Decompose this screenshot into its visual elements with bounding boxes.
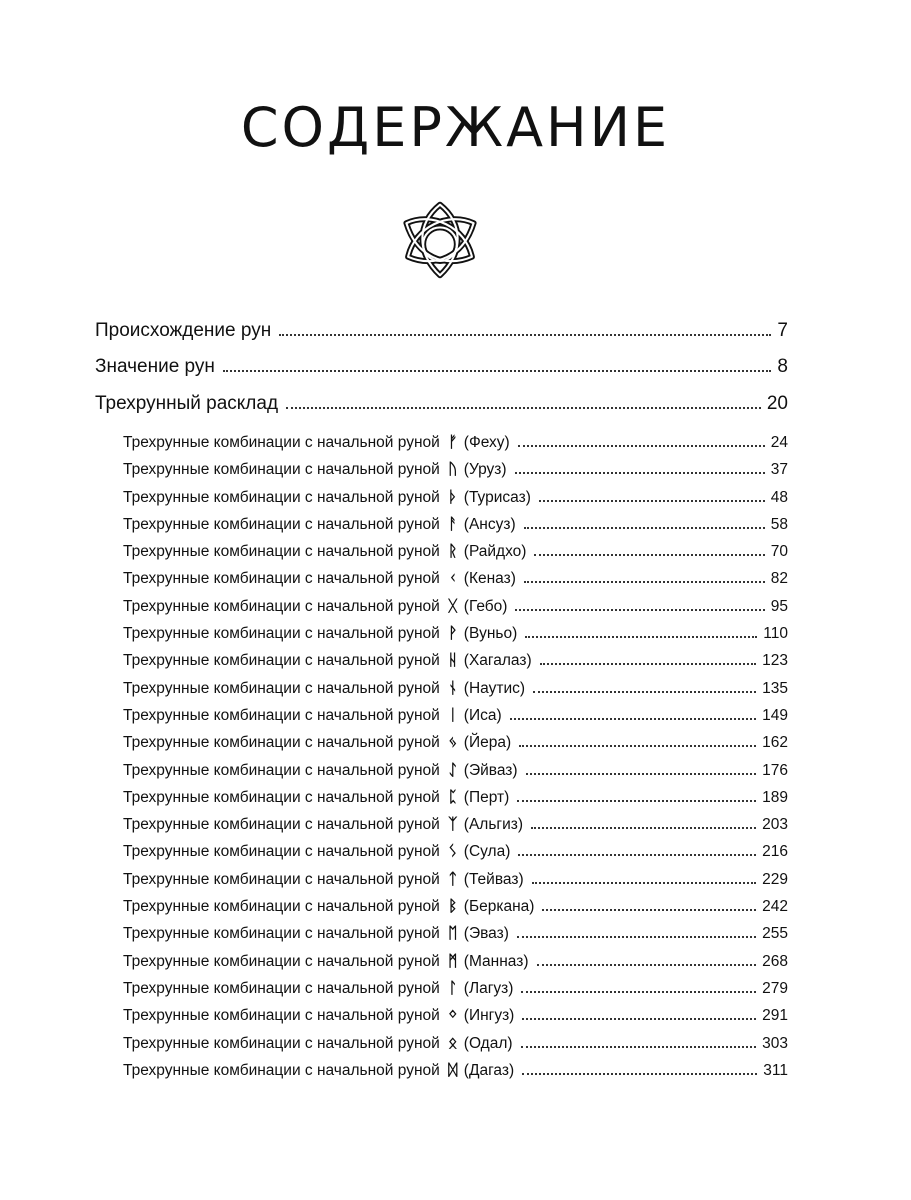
leader-dots — [515, 472, 765, 474]
rune-name: (Одал) — [463, 1034, 513, 1052]
entry-label: Трехрунные комбинации с начальной руной — [123, 816, 440, 834]
rune-name: (Феху) — [463, 434, 510, 451]
entry-label: Трехрунные комбинации с начальной руной — [123, 625, 440, 643]
rune-icon: ᛃ — [448, 733, 458, 752]
entry-label: Трехрунные комбинации с начальной руной — [123, 515, 440, 533]
page-number: 58 — [770, 515, 788, 533]
rune-icon: ᛇ — [448, 760, 458, 779]
rune-name: (Эйваз) — [463, 761, 518, 779]
rune-name: (Йера) — [463, 734, 512, 752]
rune-icon: ᛊ — [448, 842, 458, 861]
page-number: 176 — [762, 761, 788, 779]
entry-label: Трехрунные комбинации с начальной руной — [123, 434, 440, 451]
rune-name: (Кеназ) — [463, 570, 516, 588]
leader-dots — [526, 773, 757, 775]
entry-label: Трехрунные комбинации с начальной руной — [123, 788, 440, 806]
page-number: 123 — [762, 652, 788, 670]
leader-dots — [537, 964, 757, 966]
page-number: 203 — [762, 816, 788, 834]
rune-icon: ᚦ — [448, 487, 458, 506]
rune-icon: ᛉ — [448, 815, 458, 834]
page-number: 8 — [777, 356, 788, 377]
page-number: 20 — [766, 393, 788, 414]
toc-main-entry[interactable] — [95, 393, 788, 430]
entry-label: Трехрунные комбинации с начальной руной — [123, 570, 440, 588]
leader-dots — [521, 1046, 757, 1048]
leader-dots — [540, 663, 757, 665]
entry-label: Трехрунные комбинации с начальной руной — [123, 734, 440, 752]
leader-dots — [524, 527, 765, 529]
entry-label: Трехрунные комбинации с начальной руной — [123, 952, 440, 970]
entry-label: Трехрунные комбинации с начальной руной — [123, 597, 440, 615]
page-number: 216 — [762, 843, 788, 861]
toc-sub-entry[interactable] — [123, 433, 788, 460]
rune-icon: ᚺ — [448, 651, 458, 670]
leader-dots — [524, 581, 765, 583]
rune-icon: ᚢ — [448, 460, 458, 479]
page-number: 229 — [762, 870, 788, 888]
rune-name: (Хагалаз) — [463, 652, 532, 670]
toc-sub-entry[interactable] — [123, 733, 788, 760]
rune-name: (Уруз) — [463, 461, 507, 479]
toc-sub-entry[interactable] — [123, 1006, 788, 1033]
toc-sub-entry[interactable] — [123, 542, 788, 569]
page-number: 268 — [762, 952, 788, 970]
leader-dots — [521, 991, 756, 993]
leader-dots — [532, 882, 757, 884]
leader-dots — [517, 936, 756, 938]
entry-label: Значение рун — [95, 356, 215, 377]
leader-dots — [522, 1018, 756, 1020]
entry-label: Трехрунные комбинации с начальной руной — [123, 898, 440, 916]
leader-dots — [286, 407, 761, 409]
page-number: 110 — [763, 625, 788, 643]
rune-icon: ᛖ — [448, 924, 458, 943]
entry-label: Трехрунные комбинации с начальной руной — [123, 1034, 440, 1052]
rune-icon: ᛚ — [448, 978, 458, 997]
toc-sub-entry[interactable] — [123, 870, 788, 897]
toc-sub-entry[interactable] — [123, 952, 788, 979]
leader-dots — [522, 1073, 757, 1075]
page-number: 242 — [762, 898, 788, 916]
rune-name: (Турисаз) — [463, 488, 531, 506]
toc-sub-entry[interactable] — [123, 1061, 788, 1088]
rune-name: (Альгиз) — [463, 816, 523, 834]
rune-name: (Лагуз) — [463, 979, 514, 997]
toc-sub-entry[interactable] — [123, 569, 788, 596]
rune-name: (Сула) — [463, 843, 511, 861]
rune-name: (Вуньо) — [463, 625, 518, 643]
page-number: 37 — [770, 461, 788, 479]
toc-sub-entry[interactable] — [123, 979, 788, 1006]
page-number: 149 — [762, 706, 788, 724]
entry-label: Трехрунные комбинации с начальной руной — [123, 488, 440, 506]
toc-sub-entry[interactable] — [123, 597, 788, 624]
rune-icon: ᚾ — [448, 678, 458, 697]
toc-sub-entry[interactable] — [123, 897, 788, 924]
toc-sub-entry[interactable] — [123, 924, 788, 951]
entry-label: Трехрунные комбинации с начальной руной — [123, 543, 440, 561]
toc-sub-entry[interactable] — [123, 706, 788, 733]
toc-main-entry[interactable] — [95, 356, 788, 393]
rune-icon: ᛜ — [448, 1006, 458, 1025]
entry-label: Трехрунные комбинации с начальной руной — [123, 1007, 440, 1025]
page-number: 303 — [762, 1034, 788, 1052]
rune-name: (Иса) — [463, 706, 502, 724]
rune-name: (Манназ) — [463, 952, 529, 970]
page-number: 24 — [770, 434, 788, 451]
entry-label: Трехрунные комбинации с начальной руной — [123, 843, 440, 861]
entry-label: Трехрунные комбинации с начальной руной — [123, 461, 440, 479]
toc-sub-entry[interactable] — [123, 515, 788, 542]
rune-icon: ᚹ — [448, 624, 458, 643]
triquetra-icon — [398, 198, 482, 282]
toc-sub-entry[interactable] — [123, 788, 788, 815]
entry-label: Трехрунные комбинации с начальной руной — [123, 761, 440, 779]
entry-label: Трехрунные комбинации с начальной руной — [123, 979, 440, 997]
rune-icon: ᛈ — [448, 787, 458, 806]
rune-name: (Ансуз) — [463, 515, 516, 533]
rune-icon: ᛏ — [448, 869, 458, 888]
entry-label: Трехрунные комбинации с начальной руной — [123, 652, 440, 670]
page-title: СОДЕРЖАНИЕ — [240, 96, 671, 159]
rune-icon: ᛗ — [448, 951, 458, 970]
rune-icon: ᚷ — [448, 596, 458, 615]
rune-name: (Тейваз) — [463, 870, 524, 888]
rune-name: (Эваз) — [463, 925, 509, 943]
page-number: 291 — [762, 1007, 788, 1025]
toc-sub-entry[interactable] — [123, 815, 788, 842]
toc-main-entry[interactable] — [95, 320, 788, 356]
leader-dots — [542, 909, 756, 911]
page-number: 82 — [770, 570, 788, 588]
leader-dots — [279, 334, 771, 336]
toc-sub-entry[interactable] — [123, 761, 788, 788]
entry-label: Происхождение рун — [95, 320, 272, 341]
rune-name: (Наутис) — [463, 679, 526, 697]
rune-icon: ᛟ — [448, 1033, 458, 1052]
leader-dots — [510, 718, 756, 720]
sub-entries — [95, 433, 788, 1088]
rune-icon: ᛞ — [448, 1060, 458, 1079]
main-entries — [95, 320, 788, 430]
toc-sub-entry[interactable] — [123, 842, 788, 869]
page-number: 7 — [777, 320, 788, 341]
rune-icon: ᚱ — [448, 542, 458, 561]
page-number: 189 — [762, 788, 788, 806]
toc-sub-entry[interactable] — [123, 1034, 788, 1061]
leader-dots — [534, 554, 764, 556]
page-number: 95 — [770, 597, 788, 615]
page-number: 311 — [763, 1061, 788, 1079]
page-number: 279 — [762, 979, 788, 997]
toc-sub-entry[interactable] — [123, 488, 788, 515]
rune-name: (Перт) — [463, 788, 510, 806]
rune-name: (Ингуз) — [463, 1007, 515, 1025]
toc-sub-entry[interactable] — [123, 651, 788, 678]
page-number: 70 — [770, 543, 788, 561]
toc-sub-entry[interactable] — [123, 679, 788, 706]
page-number: 48 — [770, 488, 788, 506]
entry-label: Трехрунный расклад — [95, 393, 279, 414]
leader-dots — [223, 370, 772, 372]
page-number: 135 — [762, 679, 788, 697]
rune-name: (Райдхо) — [463, 543, 527, 561]
leader-dots — [518, 445, 765, 447]
toc-sub-entry[interactable] — [123, 624, 788, 651]
page-number: 255 — [762, 925, 788, 943]
leader-dots — [531, 827, 756, 829]
entry-label: Трехрунные комбинации с начальной руной — [123, 1061, 440, 1079]
leader-dots — [519, 745, 756, 747]
entry-label: Трехрунные комбинации с начальной руной — [123, 706, 440, 724]
leader-dots — [533, 691, 756, 693]
leader-dots — [515, 609, 764, 611]
rune-name: (Беркана) — [463, 898, 535, 916]
entry-label: Трехрунные комбинации с начальной руной — [123, 870, 440, 888]
entry-label: Трехрунные комбинации с начальной руной — [123, 679, 440, 697]
leader-dots — [539, 500, 765, 502]
rune-icon: ᚠ — [448, 433, 458, 451]
leader-dots — [525, 636, 757, 638]
leader-dots — [517, 800, 756, 802]
page-number: 162 — [762, 734, 788, 752]
leader-dots — [518, 854, 756, 856]
table-of-contents — [95, 320, 788, 1088]
rune-icon: ᛒ — [448, 897, 458, 916]
rune-name: (Дагаз) — [463, 1061, 515, 1079]
toc-sub-entry[interactable] — [123, 460, 788, 487]
rune-icon: ᚨ — [448, 514, 458, 533]
rune-icon: ᛁ — [448, 705, 458, 724]
rune-name: (Гебо) — [463, 597, 508, 615]
entry-label: Трехрунные комбинации с начальной руной — [123, 925, 440, 943]
rune-icon: ᚲ — [448, 569, 458, 588]
